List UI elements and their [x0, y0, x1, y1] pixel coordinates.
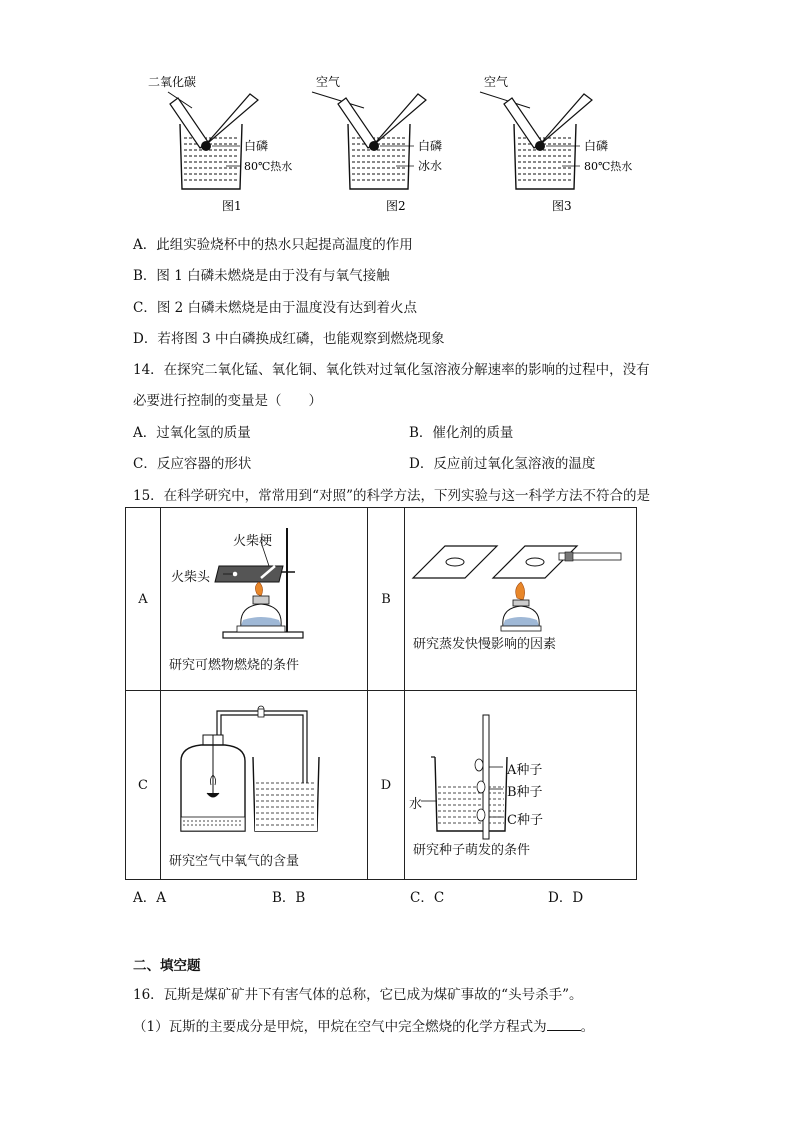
- figure-1-caption: 图1: [222, 199, 242, 213]
- q15-option-a: A．A: [133, 890, 166, 906]
- evaporation-diagram: [405, 508, 641, 691]
- figure-2-caption: 图2: [386, 199, 406, 213]
- figure-3-sample-label: 白磷: [584, 139, 609, 153]
- label-seed-b: B种子: [507, 785, 543, 800]
- q15-letter-d: D: [368, 691, 405, 880]
- q15-letter-a: A: [126, 508, 161, 691]
- label-seed-c: C种子: [507, 813, 543, 828]
- q16-part1-text: （1）瓦斯的主要成分是甲烷，甲烷在空气中完全燃烧的化学方程式为: [133, 1019, 547, 1035]
- figure-3: [480, 74, 632, 213]
- q15-option-c: C．C: [410, 890, 445, 906]
- q13-option-a: A．此组实验烧杯中的热水只起提高温度的作用: [133, 237, 413, 253]
- figure-1-gas-label: 二氧化碳: [148, 75, 197, 89]
- q15-letter-c: C: [126, 691, 161, 880]
- figure-3-caption: 图3: [552, 199, 572, 213]
- answer-blank[interactable]: [547, 1018, 581, 1031]
- q15-cell-a: [161, 508, 368, 691]
- figure-2-gas-label: 空气: [316, 75, 341, 89]
- figure-2-sample-label: 白磷: [418, 139, 443, 153]
- q14-stem-line2: 必要进行控制的变量是（ ）: [133, 393, 322, 409]
- q16-part1: [133, 1015, 594, 1035]
- q16-stem: 16．瓦斯是煤矿矿井下有害气体的总称，它已成为煤矿事故的“头号杀手”。: [133, 987, 583, 1003]
- label-matchstick: 火柴梗: [233, 534, 273, 549]
- q15-letter-b: B: [368, 508, 405, 691]
- q16-part1-end: 。: [580, 1019, 595, 1035]
- q13-option-c: C．图 2 白磷未燃烧是由于温度没有达到着火点: [133, 300, 418, 316]
- q15-cell-d: [405, 691, 637, 880]
- q13-figure-set: [130, 68, 650, 216]
- q14-option-b: B．催化剂的质量: [409, 425, 514, 441]
- q15-caption-a: 研究可燃物燃烧的条件: [169, 658, 300, 673]
- q15-stem: 15．在科学研究中，常常用到“对照”的科学方法，下列实验与这一科学方法不符合的是: [133, 488, 650, 504]
- figure-2-liquid-label: 冰水: [418, 159, 443, 173]
- figure-2: [312, 74, 442, 213]
- q14-option-c: C．反应容器的形状: [133, 456, 252, 472]
- q15-caption-b: 研究蒸发快慢影响的因素: [413, 637, 557, 652]
- label-water: 水: [409, 797, 423, 812]
- q14-option-a: A．过氧化氢的质量: [133, 425, 251, 441]
- label-seed-a: A种子: [507, 763, 543, 778]
- figure-1-sample-label: 白磷: [244, 139, 269, 153]
- q13-option-d: D．若将图 3 中白磷换成红磷，也能观察到燃烧现象: [133, 331, 445, 347]
- label-match-head: 火柴头: [171, 570, 211, 585]
- q14-stem-line1: 14．在探究二氧化锰、氧化铜、氧化铁对过氧化氢溶液分解速率的影响的过程中，没有: [133, 362, 650, 378]
- figure-3-gas-label: 空气: [484, 75, 509, 89]
- q15-option-b: B．B: [272, 890, 306, 906]
- q14-option-d: D．反应前过氧化氢溶液的温度: [409, 456, 596, 472]
- q15-cell-b: [405, 508, 637, 691]
- q15-caption-d: 研究种子萌发的条件: [413, 843, 531, 858]
- figure-1: [148, 74, 292, 213]
- q15-cell-c: [161, 691, 368, 880]
- q13-option-b: B．图 1 白磷未燃烧是由于没有与氧气接触: [133, 268, 390, 284]
- q15-options-table: [125, 507, 637, 880]
- section-heading: 二、填空题: [133, 958, 201, 974]
- q15-caption-c: 研究空气中氧气的含量: [169, 854, 300, 869]
- figure-3-liquid-label: 80℃热水: [584, 160, 633, 173]
- figure-1-liquid-label: 80℃热水: [244, 160, 293, 173]
- q15-option-d: D．D: [548, 890, 584, 906]
